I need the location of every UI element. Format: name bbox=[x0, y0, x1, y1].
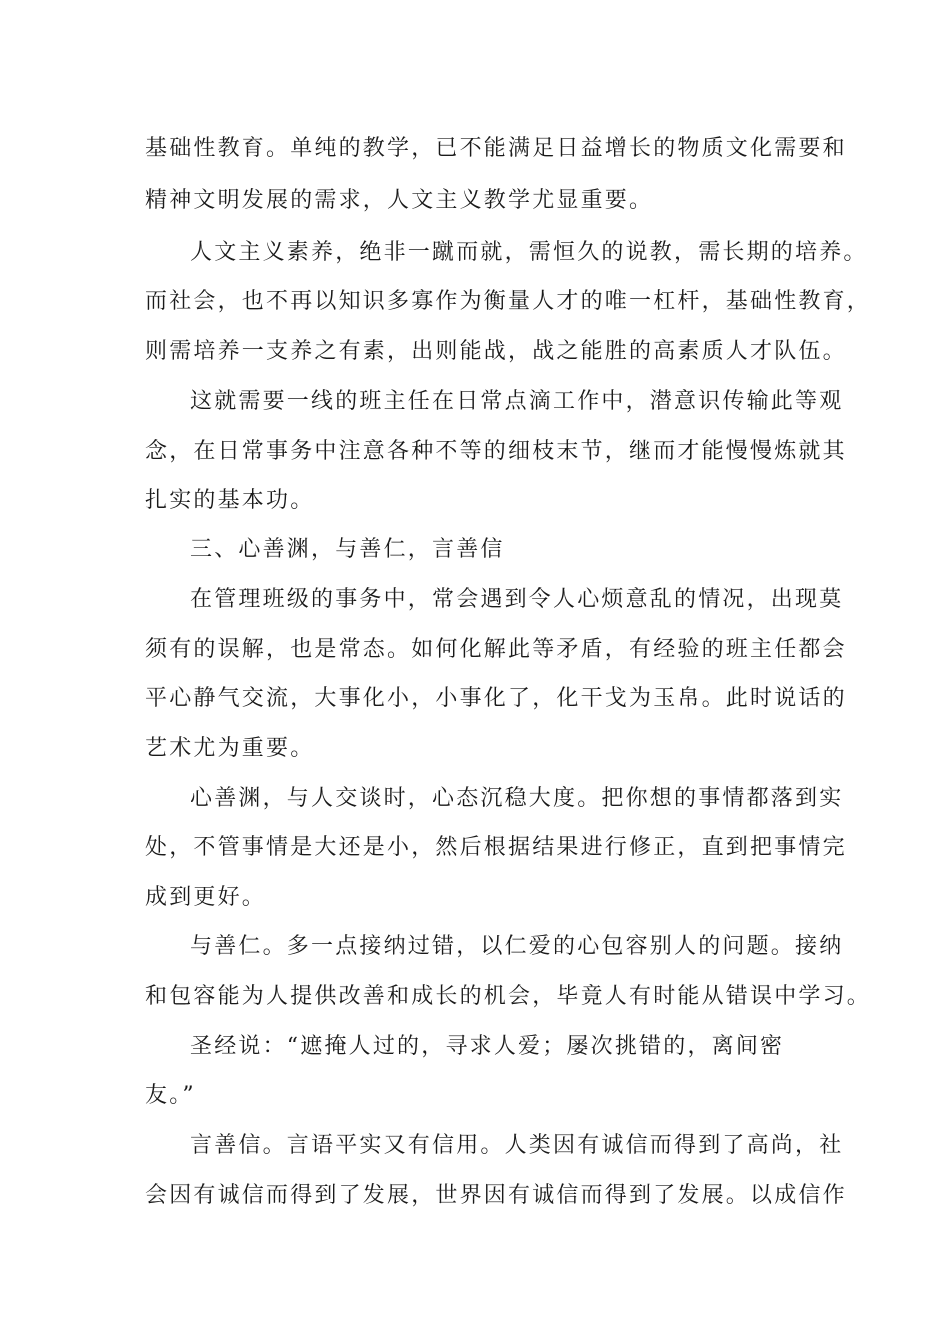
text-line-16: 成到更好。 bbox=[145, 885, 267, 910]
text-line-19: 圣经说：“遮掩人过的，寻求人爱；屡次挑错的，离间密 bbox=[190, 1034, 785, 1059]
text-line-2: 精神文明发展的需求，人文主义教学尤显重要。 bbox=[145, 188, 654, 213]
text-line-11: 须有的误解，也是常态。如何化解此等矛盾，有经验的班主任都会 bbox=[145, 637, 847, 662]
text-line-15: 处，不管事情是大还是小，然后根据结果进行修正，直到把事情完 bbox=[145, 835, 847, 860]
text-line-5: 则需培养一支养之有素，出则能战，战之能胜的高素质人才队伍。 bbox=[145, 339, 847, 364]
section-heading: 三、心善渊，与善仁，言善信 bbox=[190, 537, 505, 562]
text-line-22: 会因有诚信而得到了发展，世界因有诚信而得到了发展。以成信作 bbox=[145, 1183, 847, 1208]
text-line-18: 和包容能为人提供改善和成长的机会，毕竟人有时能从错误中学习。 bbox=[145, 984, 872, 1009]
text-line-13: 艺术尤为重要。 bbox=[145, 736, 315, 761]
text-line-8: 扎实的基本功。 bbox=[145, 488, 315, 513]
text-line-10: 在管理班级的事务中，常会遇到令人心烦意乱的情况，出现莫 bbox=[190, 587, 844, 612]
text-line-17: 与善仁。多一点接纳过错，以仁爱的心包容别人的问题。接纳 bbox=[190, 934, 844, 959]
text-line-21: 言善信。言语平实又有信用。人类因有诚信而得到了高尚，社 bbox=[190, 1133, 844, 1158]
text-line-6: 这就需要一线的班主任在日常点滴工作中，潜意识传输此等观 bbox=[190, 389, 844, 414]
text-line-20: 友。” bbox=[145, 1083, 196, 1108]
text-line-4: 而社会，也不再以知识多寡作为衡量人才的唯一杠杆，基础性教育， bbox=[145, 289, 872, 314]
text-line-7: 念，在日常事务中注意各种不等的细枝末节，继而才能慢慢炼就其 bbox=[145, 439, 847, 464]
text-line-3: 人文主义素养，绝非一蹴而就，需恒久的说教，需长期的培养。 bbox=[190, 240, 868, 265]
text-line-1: 基础性教育。单纯的教学，已不能满足日益增长的物质文化需要和 bbox=[145, 136, 847, 161]
text-line-14: 心善渊，与人交谈时，心态沉稳大度。把你想的事情都落到实 bbox=[190, 786, 844, 811]
text-line-12: 平心静气交流，大事化小，小事化了，化干戈为玉帛。此时说话的 bbox=[145, 686, 847, 711]
